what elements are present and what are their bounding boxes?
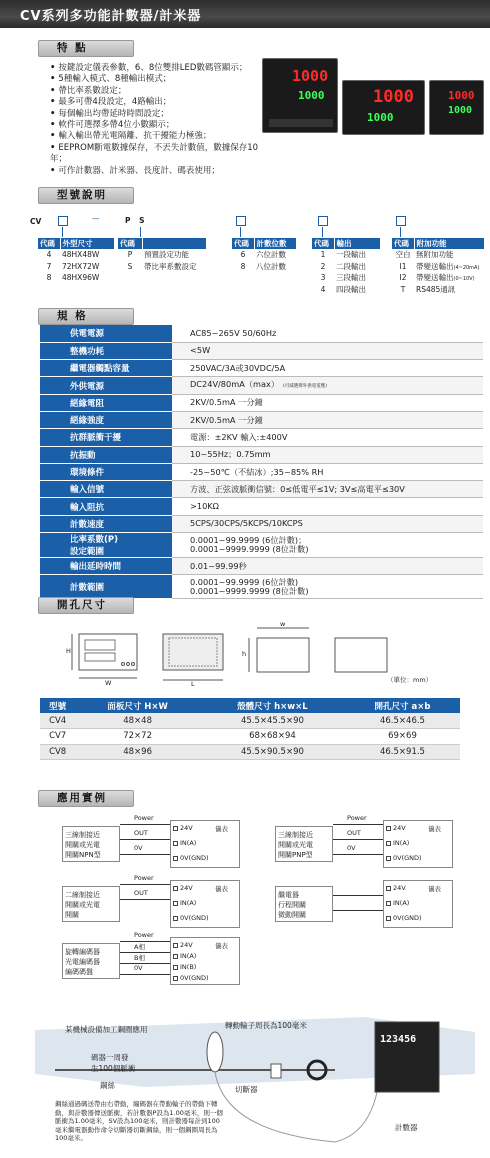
spec-key: 輸出延時時間: [40, 558, 172, 575]
spec-row: [40, 498, 483, 515]
terminal: [386, 839, 409, 847]
model-table-cell: P: [127, 250, 133, 260]
display-sv: 1000: [367, 111, 394, 124]
wiring-example: [62, 931, 242, 987]
model-table-cell: I2: [399, 273, 407, 283]
spec-row: [40, 533, 483, 558]
display-sv: 1000: [448, 105, 473, 116]
spec-key: 絕緣強度: [40, 411, 172, 428]
dim-header: 型號: [40, 698, 75, 713]
terminal-label: 0V(GND): [180, 914, 209, 922]
product-image-1: [262, 58, 338, 133]
label-encoder: 碼器一周發 生100個脈衝: [91, 1053, 136, 1073]
wiring-example: [62, 874, 242, 930]
terminal-label: 0V(GND): [393, 854, 422, 862]
spec-key: 繼電器觸點容量: [40, 360, 172, 377]
model-code-table: [118, 238, 207, 272]
model-table-cell: 八位計數: [256, 261, 286, 271]
terminal: [173, 839, 196, 847]
application-note: 鋼絲通過碼送帶由右帶動，編碼器在帶動輪子的帶動下轉動，與計數器傳送脈衝，若計數器P設為1.00毫米，則一個脈衝為1.00毫米，SV設為100毫米，則計數器每計到100毫米繼電器動作命令切斷器切斷鋼絲，則一個鋼圈周長為100毫米。: [55, 1100, 223, 1142]
spec-key: 供電電源: [40, 325, 172, 342]
feature-item: • 可作計數器、計米器、長度計、碼表使用；: [50, 166, 265, 177]
terminal-label: IN(A): [393, 839, 410, 847]
spec-value: 0.0001~99.9999 (6位計數) 0.0001~9999.9999 (8位計數): [172, 575, 483, 599]
model-table-cell: 無附加功能: [416, 250, 454, 260]
feature-item: • 5種輸入模式、8種輸出模式；: [50, 74, 265, 85]
model-table-row: [38, 249, 114, 261]
dim-w: w: [280, 620, 286, 628]
display-pv: 1000: [373, 87, 414, 107]
sensor-box: 繼電器 行程開關 微動開關: [275, 886, 333, 922]
model-table-cell: I1: [399, 261, 407, 271]
model-table-header: 代碼: [118, 238, 142, 249]
model-table-cell: 8: [240, 261, 246, 271]
feature-item: • 最多可帶4段設定，4路輸出；: [50, 97, 265, 108]
feature-item: • 帶比率系數設定；: [50, 86, 265, 97]
model-table-row: [312, 261, 380, 273]
wire-label: A相: [134, 943, 145, 951]
dim-header: 殼體尺寸 h×w×L: [200, 698, 345, 713]
spec-row: [40, 411, 483, 428]
model-table-header: 附加功能: [414, 238, 484, 249]
label-wheel: 轉動輪子周長為100毫米: [225, 1021, 307, 1030]
spec-row: [40, 429, 483, 446]
model-table-row: [312, 249, 380, 261]
dim-row: [40, 744, 460, 760]
dim-cell: 45.5×90.5×90: [200, 744, 345, 760]
meter-label: 儀表: [428, 825, 441, 833]
section-features: 特 點: [38, 40, 134, 57]
spec-key: 計數範圍: [40, 575, 172, 599]
model-table-row: [118, 249, 206, 261]
model-table-cell: 48HX48W: [62, 250, 100, 260]
model-code-table: [392, 238, 485, 295]
spec-key: 比率系數(P) 設定範圍: [40, 533, 172, 558]
output-range-note: (0~10V): [453, 276, 475, 283]
spec-value: 2KV/0.5mA 一分鐘: [172, 411, 483, 428]
model-table-row: [392, 272, 484, 284]
spec-row: [40, 481, 483, 498]
display-sv: 1000: [298, 89, 325, 102]
model-table-cell: S: [127, 261, 133, 271]
application-illustration: [35, 1012, 475, 1154]
dim-cell: CV7: [40, 729, 75, 745]
spec-value: 0.0001~99.9999 (6位計數)； 0.0001~9999.9999 (8位計數): [172, 533, 483, 558]
terminal-label: 24V: [180, 884, 193, 892]
label-wire: 鋼絲: [100, 1081, 115, 1090]
model-table-row: [392, 261, 484, 273]
dim-cell: 69×69: [345, 729, 460, 745]
spec-row: [40, 360, 483, 377]
section-cutout: 開孔尺寸: [38, 597, 134, 614]
section-model: 型號說明: [38, 187, 134, 204]
model-table-cell: 3: [320, 273, 326, 283]
spec-row: [40, 515, 483, 532]
model-table-row: [232, 261, 296, 273]
spec-value: 方波、正弦波脈衝信號：0≤低電平≤1V; 3V≤高電平≤30V: [172, 481, 483, 498]
model-table-cell: 1: [320, 250, 326, 260]
terminal-label: 0V(GND): [180, 974, 209, 982]
code-box: [318, 216, 328, 226]
dim-cell: 46.5×91.5: [345, 744, 460, 760]
spec-value: 2KV/0.5mA 一分鐘: [172, 394, 483, 411]
model-code-table: [312, 238, 381, 295]
spec-row: [40, 377, 483, 394]
dim-cell: 48×48: [75, 713, 200, 729]
terminal: [386, 899, 409, 907]
model-table-cell: 2: [320, 261, 326, 271]
spec-key: 抗群脈衝干擾: [40, 429, 172, 446]
meter-label: 儀表: [215, 825, 228, 833]
spec-note: (可減選擇外供電電壓): [283, 384, 328, 390]
meter-box: [170, 880, 240, 928]
model-table-cell: RS485通訊: [416, 284, 456, 294]
spec-value: -25~50℃（不結冰）;35~85% RH: [172, 463, 483, 480]
terminal-label: IN(A): [393, 899, 410, 907]
feature-list: [50, 63, 265, 177]
section-spec: 規 格: [38, 308, 134, 325]
terminal: [386, 884, 406, 892]
wire-label: Power: [134, 874, 154, 882]
model-table-header: 外型尺寸: [60, 238, 114, 249]
meter-box: [383, 880, 453, 928]
model-table-cell: 8: [46, 273, 52, 283]
spec-key: 輸入阻抗: [40, 498, 172, 515]
meter-label: 儀表: [215, 942, 228, 950]
model-table-row: [38, 261, 114, 273]
wire-label: 0V: [134, 844, 143, 852]
wiring-example: [275, 878, 455, 930]
dim-cell: 46.5×46.5: [345, 713, 460, 729]
code-box: [236, 216, 246, 226]
model-table-cell: 7: [46, 261, 52, 271]
section-app: 應用實例: [38, 790, 134, 807]
model-table-cell: 帶比率系數設定: [144, 261, 197, 271]
meter-label: 儀表: [215, 885, 228, 893]
dimension-table: [40, 698, 460, 760]
spec-row: [40, 394, 483, 411]
wire-label: B相: [134, 954, 145, 962]
terminal: [386, 824, 406, 832]
wiring-example: [275, 814, 455, 870]
dim-header: 開孔尺寸 a×b: [345, 698, 460, 713]
dim-cell: CV4: [40, 713, 75, 729]
spec-value: 10~55Hz；0.75mm: [172, 446, 483, 463]
feature-item: • EEPROM斷電數據保存，不丟失計數值，數據保存10年；: [50, 143, 265, 166]
terminal-label: 24V: [393, 884, 406, 892]
terminal: [173, 974, 209, 982]
model-table-cell: 帶變送輸出(0~10V): [416, 273, 475, 283]
model-table-header: 代碼: [312, 238, 334, 249]
label-counter: 計數器: [395, 1123, 418, 1132]
spec-row: [40, 463, 483, 480]
wire-label: Power: [134, 931, 154, 939]
spec-value: 電源：±2KV 輸入:±400V: [172, 429, 483, 446]
dim-H: H: [66, 647, 71, 655]
model-code-table: [38, 238, 115, 284]
model-table-cell: 六位計數: [256, 250, 286, 260]
wiring-example: [62, 814, 242, 870]
terminal-label: 24V: [180, 824, 193, 832]
terminal: [386, 914, 422, 922]
meter-box: [170, 937, 240, 985]
sensor-box: 旋轉編碼器 光電編碼器 編碼碼盤: [62, 943, 120, 979]
product-image-2: [342, 80, 425, 135]
meter-box: [170, 820, 240, 868]
wire-label: Power: [347, 814, 367, 822]
wire-label: OUT: [347, 829, 361, 837]
page-title: CV系列多功能計數器/計米器: [20, 9, 202, 24]
spec-value: 250VAC/3A或30VDC/5A: [172, 360, 483, 377]
wire-label: Power: [134, 814, 154, 822]
terminal-label: IN(A): [180, 899, 197, 907]
unit-note: （單位：mm）: [387, 676, 433, 684]
terminal-label: 0V(GND): [393, 914, 422, 922]
spec-key: 絕緣電阻: [40, 394, 172, 411]
meter-box: [383, 820, 453, 868]
terminal-label: 24V: [393, 824, 406, 832]
spec-key: 環境條件: [40, 463, 172, 480]
model-table-cell: 帶變送輸出(4~20mA): [416, 261, 480, 271]
model-table-cell: 48HX96W: [62, 273, 100, 283]
spec-key: 抗振動: [40, 446, 172, 463]
spec-table: [40, 325, 483, 599]
model-table-cell: 一段輸出: [336, 250, 366, 260]
label-application: 某機械設備加工鋼圈應用: [65, 1025, 148, 1034]
title-bar: [0, 0, 490, 28]
model-table-cell: 三段輸出: [336, 273, 366, 283]
model-table-row: [232, 249, 296, 261]
model-table-row: [312, 272, 380, 284]
dim-h: h: [242, 650, 247, 658]
model-table-cell: 二段輸出: [336, 261, 366, 271]
wire-label: OUT: [134, 889, 148, 897]
model-table-header: 輸出: [334, 238, 380, 249]
terminal: [173, 884, 193, 892]
terminal: [386, 854, 422, 862]
spec-key: 輸入信號: [40, 481, 172, 498]
dim-row: [40, 713, 460, 729]
code-box: [396, 216, 406, 226]
spec-row: [40, 325, 483, 342]
spec-row: [40, 558, 483, 575]
spec-key: 外供電源: [40, 377, 172, 394]
spec-value: 5CPS/30CPS/5KCPS/10KCPS: [172, 515, 483, 532]
spec-row: [40, 575, 483, 599]
code-box: [58, 216, 68, 226]
feature-item: • 按鍵設定儀表參數，6、8位雙排LED數碼管顯示；: [50, 63, 265, 74]
terminal-label: IN(A): [180, 952, 197, 960]
dim-W: W: [105, 679, 112, 687]
spec-row: [40, 342, 483, 359]
feature-item: • 每個輸出均帶延時時間設定；: [50, 109, 265, 120]
dim-cell: 48×96: [75, 744, 200, 760]
dim-L: L: [191, 680, 195, 688]
model-ps: P S: [125, 216, 148, 225]
spec-value: >10KΩ: [172, 498, 483, 515]
terminal: [173, 914, 209, 922]
cutout-drawing: [67, 620, 457, 688]
spec-value: <5W: [172, 342, 483, 359]
terminal: [173, 963, 196, 971]
terminal-label: IN(A): [180, 839, 197, 847]
wire-label: 0V: [134, 964, 143, 972]
model-table-row: [392, 284, 484, 296]
model-table-cell: T: [400, 284, 406, 294]
model-table-row: [118, 261, 206, 273]
dim-cell: CV8: [40, 744, 75, 760]
sensor-box: 三線制接近 開關或光電 開關PNP型: [275, 826, 333, 862]
terminal: [173, 899, 196, 907]
model-table-row: [38, 272, 114, 284]
spec-key: 計數速度: [40, 515, 172, 532]
model-table-cell: 4: [46, 250, 52, 260]
model-code-table: [232, 238, 297, 272]
model-table-row: [312, 284, 380, 296]
sensor-box: 三線制接近 開關或光電 開關NPN型: [62, 826, 120, 862]
terminal: [173, 854, 209, 862]
terminal-label: 24V: [180, 941, 193, 949]
dim-cell: 45.5×45.5×90: [200, 713, 345, 729]
sensor-box: 二線制接近 開關或光電 開關: [62, 886, 120, 922]
model-table-cell: 四段輸出: [336, 284, 366, 294]
product-image-3: [429, 80, 484, 135]
dim-row: [40, 729, 460, 745]
terminal-label: IN(B): [180, 963, 197, 971]
terminal: [173, 952, 196, 960]
model-table-header: [142, 238, 206, 249]
terminal: [173, 941, 193, 949]
model-table-cell: 預置設定功能: [144, 250, 189, 260]
dim-cell: 68×68×94: [200, 729, 345, 745]
meter-label: 儀表: [428, 885, 441, 893]
wire-label: OUT: [134, 829, 148, 837]
model-table-cell: 6: [240, 250, 246, 260]
spec-value: AC85~265V 50/60Hz: [172, 325, 483, 342]
spec-value: 0.01~99.99秒: [172, 558, 483, 575]
label-cutter: 切斷器: [235, 1085, 258, 1094]
model-prefix: CV: [30, 217, 42, 226]
spec-row: [40, 446, 483, 463]
dim-header: 面板尺寸 H×W: [75, 698, 200, 713]
model-table-header: 代碼: [38, 238, 60, 249]
display-pv: 1000: [292, 67, 329, 85]
output-range-note: (4~20mA): [453, 264, 480, 271]
model-table-header: 代碼: [232, 238, 254, 249]
display-pv: 1000: [448, 89, 475, 102]
wire-label: 0V: [347, 844, 356, 852]
feature-item: • 輸入輸出帶光電隔離、抗干擾能力極強；: [50, 131, 265, 142]
feature-item: • 軟件可選擇多帶4位小數顯示；: [50, 120, 265, 131]
terminal-label: 0V(GND): [180, 854, 209, 862]
model-table-row: [392, 249, 484, 261]
terminal: [173, 824, 193, 832]
model-table-header: 代碼: [392, 238, 414, 249]
model-table-header: 計數位數: [254, 238, 296, 249]
dim-cell: 72×72: [75, 729, 200, 745]
spec-key: 整機功耗: [40, 342, 172, 359]
spec-value: DC24V/80mA（max） (可減選擇外供電電壓): [172, 377, 483, 394]
model-table-cell: 4: [320, 284, 326, 294]
model-table-cell: 空白: [395, 250, 411, 260]
counter-display: 123456: [380, 1034, 417, 1045]
model-dash: —: [92, 214, 100, 223]
model-table-cell: 72HX72W: [62, 261, 100, 271]
